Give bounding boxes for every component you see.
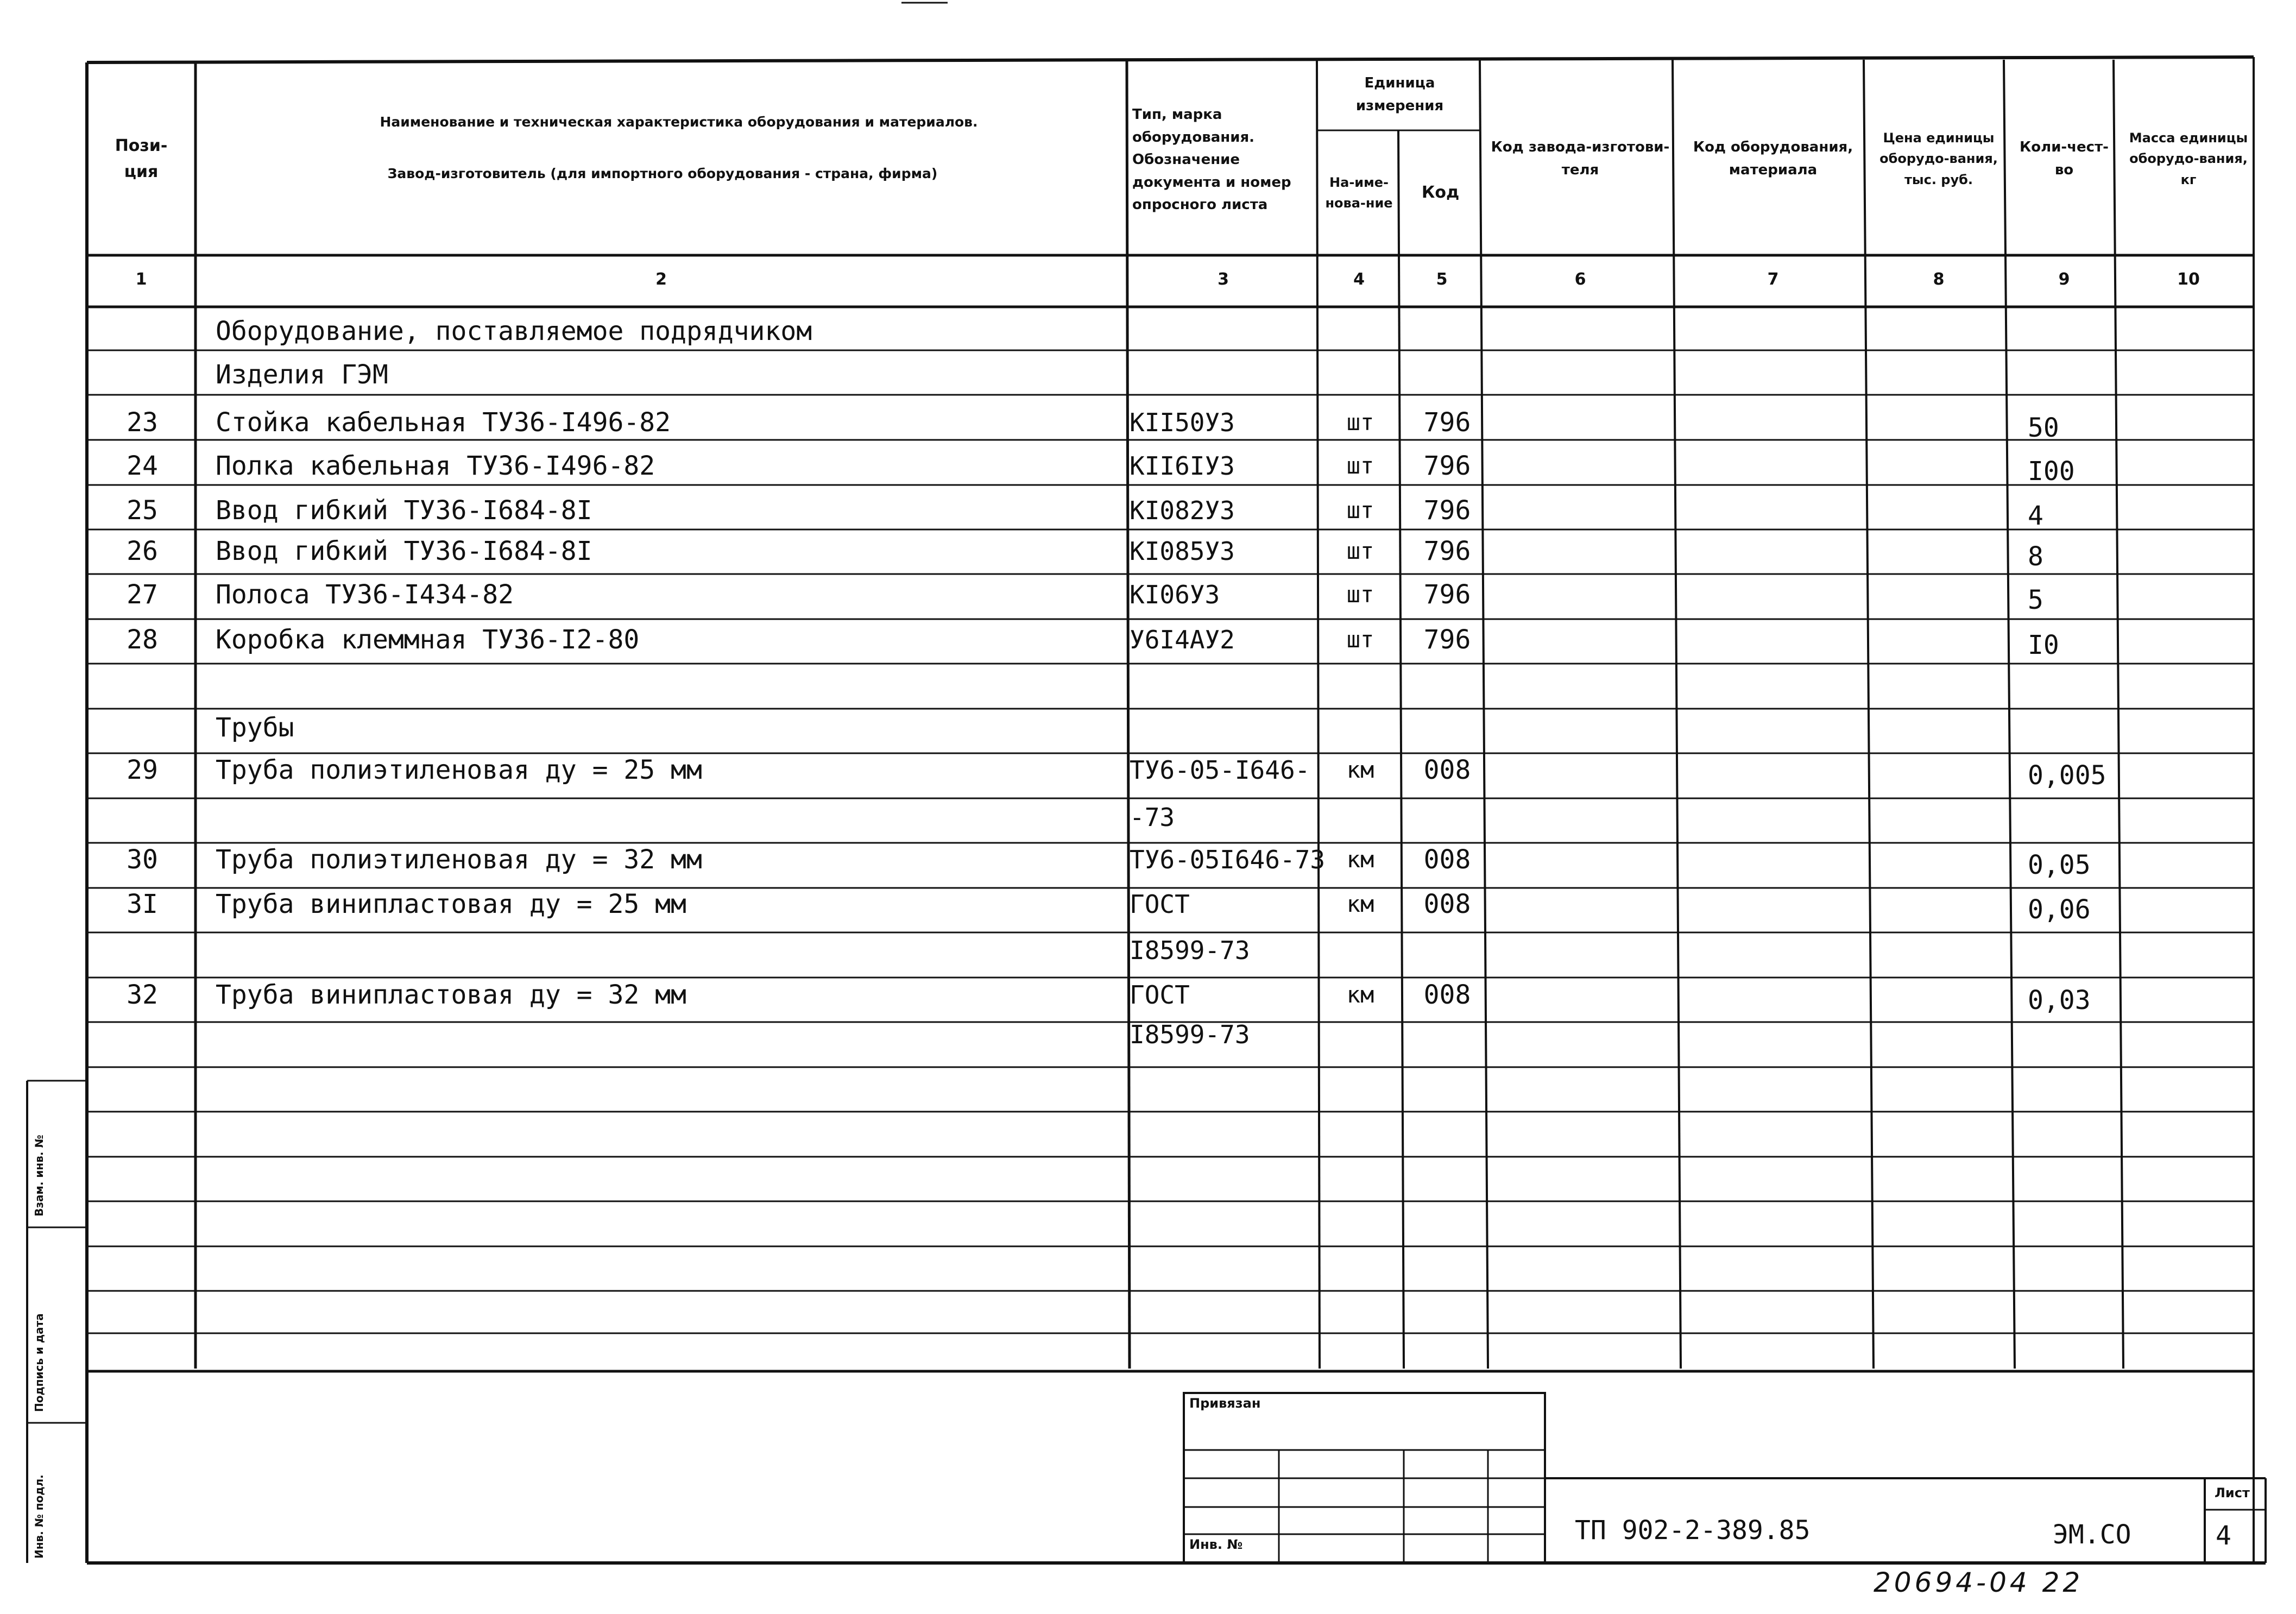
column-number: 10 xyxy=(2177,270,2200,289)
cell-name: Труба полиэтиленовая ду = 32 мм xyxy=(216,844,702,875)
table-row xyxy=(88,796,2255,839)
cell-code: 796 xyxy=(1423,579,1471,610)
cell-position: 28 xyxy=(127,625,158,655)
cell-position: 32 xyxy=(127,980,158,1010)
column-number: 2 xyxy=(655,270,667,289)
table-row xyxy=(88,706,2255,749)
header-position: Пози- ция xyxy=(115,136,168,181)
document-mark: ЭМ.СО xyxy=(2053,1520,2131,1550)
cell-type: ГОСТ xyxy=(1130,890,1190,919)
header-unit-name: На-име-нова-ние xyxy=(1325,174,1393,211)
cell-name: Оборудование, поставляемое подрядчиком xyxy=(216,316,812,346)
cell-position xyxy=(88,310,197,353)
cell-type: ТУ6-05-І646- xyxy=(1130,755,1310,785)
table-row xyxy=(88,1013,2255,1056)
cell-unit: шт xyxy=(1346,538,1374,564)
table-row xyxy=(88,353,2255,396)
cell-position: 23 xyxy=(127,407,158,438)
column-number: 7 xyxy=(1767,270,1779,289)
header-mass: Масса единицы оборудо-вания, кг xyxy=(2129,130,2248,187)
cell-unit: шт xyxy=(1346,626,1374,653)
cell-unit: шт xyxy=(1346,452,1374,479)
sidebar-replace-inv: Взам. инв. № xyxy=(33,1134,46,1216)
cell-unit: шт xyxy=(1346,409,1374,436)
cell-type: КІ085У3 xyxy=(1130,537,1235,566)
cell-type: І8599-73 xyxy=(1130,936,1250,965)
cell-type: ТУ6-05І646-73 xyxy=(1130,845,1326,874)
cell-unit: шт xyxy=(1346,581,1374,608)
cell-code: 008 xyxy=(1423,980,1471,1010)
header-name-line1: Наименование и техническая характеристика оборудования и материалов. xyxy=(380,114,978,130)
cell-quantity: 5 xyxy=(2028,585,2043,615)
cell-position: 26 xyxy=(127,536,158,566)
table-row xyxy=(88,929,2255,972)
column-number: 6 xyxy=(1574,270,1586,289)
cell-unit: км xyxy=(1346,981,1374,1008)
cell-name: Полоса ТУ36-І434-82 xyxy=(216,579,514,610)
cell-position: 30 xyxy=(127,844,158,875)
cell-unit: шт xyxy=(1346,497,1374,524)
cell-quantity: 0,005 xyxy=(2028,760,2106,791)
cell-quantity: 0,05 xyxy=(2028,850,2091,880)
table-row xyxy=(88,489,2255,532)
cell-name: Коробка клеммная ТУ36-І2-80 xyxy=(216,625,640,655)
table-row xyxy=(88,838,2255,881)
header-name-line2: Завод-изготовитель (для импортного оборудования - страна, фирма) xyxy=(387,166,938,181)
stamp-inv-no: Инв. № xyxy=(1189,1537,1243,1552)
cell-position xyxy=(88,353,197,396)
header-equipment-code: Код оборудования, материала xyxy=(1693,138,1853,178)
cell-name: Труба винипластовая ду = 32 мм xyxy=(216,980,686,1010)
cell-quantity: 0,06 xyxy=(2028,894,2091,925)
document-code: ТП 902-2-389.85 xyxy=(1575,1515,1811,1546)
header-quantity: Коли-чест-во xyxy=(2020,138,2109,178)
cell-unit: км xyxy=(1346,891,1374,917)
header-factory-code: Код завода-изготови-теля xyxy=(1491,138,1670,178)
sidebar-inv-original: Инв. № подл. xyxy=(33,1474,46,1559)
cell-quantity: 0,03 xyxy=(2028,985,2091,1016)
column-number: 5 xyxy=(1436,270,1448,289)
cell-position: 3І xyxy=(127,889,158,919)
cell-position: 29 xyxy=(127,755,158,785)
cell-code: 796 xyxy=(1423,536,1471,566)
cell-quantity: 4 xyxy=(2028,501,2043,531)
cell-position: 25 xyxy=(127,495,158,526)
cell-quantity: 50 xyxy=(2028,413,2059,443)
cell-name: Трубы xyxy=(216,713,294,743)
column-number: 4 xyxy=(1353,270,1365,289)
cell-name: Труба винипластовая ду = 25 мм xyxy=(216,889,686,919)
cell-type: У6І4АУ2 xyxy=(1130,625,1235,654)
cell-code: 796 xyxy=(1423,451,1471,481)
table-row xyxy=(88,882,2255,926)
header-type: Тип, марка оборудования. Обозначение документа и номер опросного листа xyxy=(1132,106,1291,213)
cell-position: 24 xyxy=(127,451,158,481)
table-row xyxy=(88,444,2255,488)
table-row xyxy=(88,573,2255,616)
cell-name: Ввод гибкий ТУ36-І684-8І xyxy=(216,495,592,526)
cell-quantity: І00 xyxy=(2028,456,2075,487)
column-number: 3 xyxy=(1218,270,1229,289)
cell-name: Труба полиэтиленовая ду = 25 мм xyxy=(216,755,702,785)
column-number: 9 xyxy=(2058,270,2070,289)
cell-type: КІІ6ІУ3 xyxy=(1130,451,1235,481)
table-row xyxy=(88,310,2255,353)
sidebar-signature-date: Подпись и дата xyxy=(33,1313,46,1412)
cell-code: 008 xyxy=(1423,755,1471,785)
table-row xyxy=(88,401,2255,444)
cell-code: 796 xyxy=(1423,495,1471,526)
cell-code: 796 xyxy=(1423,625,1471,655)
cell-quantity: І0 xyxy=(2028,630,2059,660)
handwritten-archive-number: 20694-04 22 xyxy=(1874,1567,2084,1598)
header-unit-code: Код xyxy=(1421,183,1460,202)
cell-code: 796 xyxy=(1423,407,1471,438)
cell-name: Изделия ГЭМ xyxy=(216,360,388,390)
stamp-privyazan: Привязан xyxy=(1189,1396,1261,1411)
cell-name: Полка кабельная ТУ36-І496-82 xyxy=(216,451,655,481)
sheet-label: Лист xyxy=(2215,1485,2250,1500)
cell-position: 27 xyxy=(127,579,158,610)
cell-type: І8599-73 xyxy=(1130,1020,1250,1049)
cell-unit: км xyxy=(1346,756,1374,783)
cell-type: КІІ50У3 xyxy=(1130,408,1235,437)
cell-type: КІ06У3 xyxy=(1130,580,1220,609)
cell-type: ГОСТ xyxy=(1130,980,1190,1010)
cell-code: 008 xyxy=(1423,889,1471,919)
table-row xyxy=(88,973,2255,1017)
cell-code: 008 xyxy=(1423,844,1471,875)
cell-type: -73 xyxy=(1130,803,1175,832)
column-number: 1 xyxy=(135,270,147,289)
column-number: 8 xyxy=(1933,270,1945,289)
cell-quantity: 8 xyxy=(2028,541,2043,572)
table-row xyxy=(88,529,2255,573)
sheet-number: 4 xyxy=(2216,1521,2231,1551)
header-unit-price: Цена единицы оборудо-вания, тыс. руб. xyxy=(1879,130,1998,187)
table-row xyxy=(88,618,2255,661)
cell-name: Стойка кабельная ТУ36-І496-82 xyxy=(216,407,671,438)
header-unit-group: Единица измерения xyxy=(1355,75,1444,114)
cell-name: Ввод гибкий ТУ36-І684-8І xyxy=(216,536,592,566)
cell-type: КІ082У3 xyxy=(1130,496,1235,525)
table-row xyxy=(88,748,2255,792)
cell-unit: км xyxy=(1346,846,1374,873)
